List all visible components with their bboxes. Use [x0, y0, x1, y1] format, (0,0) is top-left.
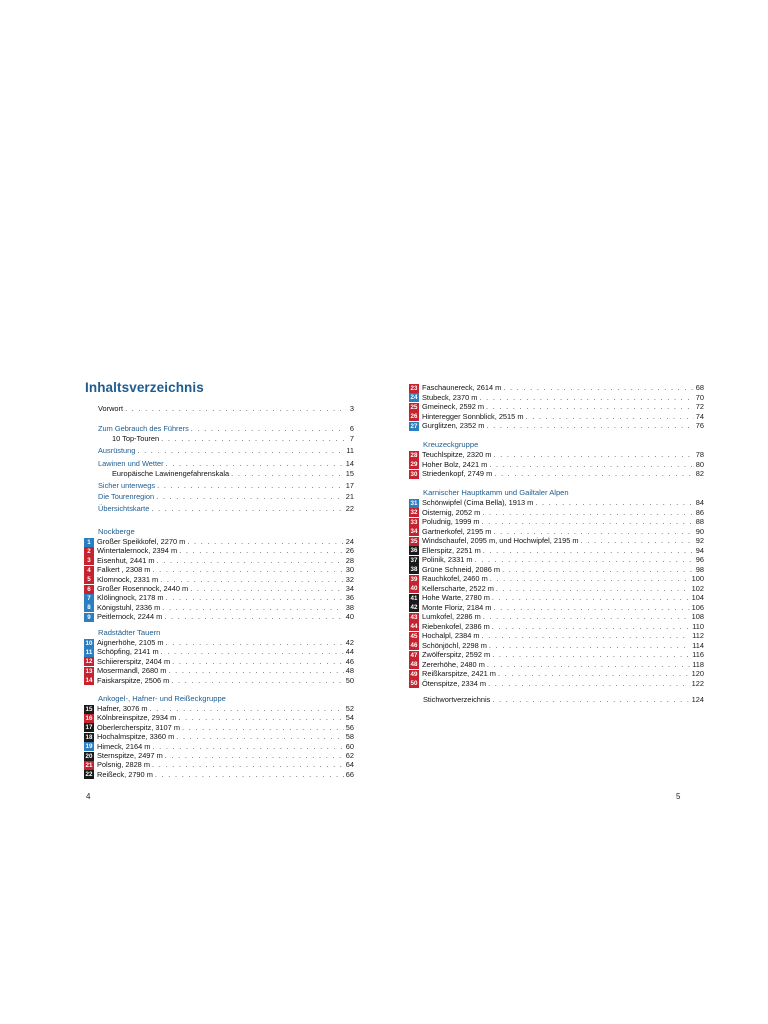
- tour-entry: [409, 650, 704, 660]
- tour-number-badge: 46: [410, 642, 418, 649]
- entry-page-number: 100: [691, 574, 704, 583]
- tour-number-badge: 31: [410, 499, 418, 507]
- tour-entry: [409, 498, 704, 508]
- page-number-left: 4: [86, 792, 91, 801]
- tour-entry: [409, 412, 704, 422]
- dot-leader: [492, 650, 690, 660]
- tour-number-badge: 43: [410, 613, 418, 621]
- dot-leader: [125, 404, 344, 414]
- toc-entry: [98, 459, 354, 469]
- entry-page-number: 116: [692, 650, 704, 659]
- tour-number-badge: 39: [410, 575, 418, 583]
- tour-entry: [409, 622, 704, 632]
- tour-entry: [409, 612, 704, 622]
- entry-label: Gmeineck, 2592 m: [422, 402, 485, 411]
- tour-number-badge: 10: [85, 639, 93, 647]
- dot-leader: [492, 622, 690, 632]
- entry-label: Peitlernock, 2244 m: [97, 612, 163, 622]
- entry-page-number: 3: [349, 404, 354, 413]
- tour-number-badge: 13: [85, 667, 93, 675]
- entry-page-number: 32: [345, 574, 354, 584]
- tour-number-badge: 23: [410, 384, 418, 392]
- toc-entry: [423, 695, 704, 705]
- tour-number-badge: 42: [410, 604, 418, 611]
- tour-number-badge: 50: [410, 680, 418, 687]
- entry-label: Übersichtskarte: [98, 504, 150, 513]
- tour-entry: [409, 517, 704, 527]
- entry-label: Monte Floriz, 2184 m: [422, 602, 492, 612]
- entry-label: Faschaunereck, 2614 m: [422, 383, 502, 392]
- entry-label: Striedenkopf, 2749 m: [422, 469, 493, 478]
- tour-number-badge: 34: [410, 528, 418, 535]
- dot-leader: [488, 679, 690, 689]
- entry-page-number: 7: [349, 434, 354, 443]
- tour-number-badge: 41: [410, 594, 418, 602]
- tour-entry: [409, 508, 704, 518]
- dot-leader: [489, 460, 693, 470]
- tour-number-badge: 15: [85, 705, 93, 713]
- entry-page-number: 28: [345, 555, 354, 565]
- entry-page-number: 14: [345, 459, 354, 468]
- dot-leader: [581, 536, 694, 546]
- entry-page-number: 70: [695, 392, 704, 402]
- entry-label: Hoher Bolz, 2421 m: [422, 459, 488, 469]
- tour-number-badge: 3: [84, 556, 94, 565]
- entry-page-number: 122: [691, 678, 704, 688]
- dot-leader: [166, 459, 344, 469]
- entry-label: 10 Top-Touren: [112, 434, 160, 443]
- dot-leader: [191, 424, 344, 434]
- tour-number-badge: 38: [410, 566, 418, 573]
- dot-leader: [482, 508, 693, 518]
- entry-label: Ausrüstung: [98, 446, 136, 455]
- entry-page-number: 38: [345, 602, 354, 612]
- entry-label: Schöpfing, 2141 m: [97, 647, 159, 657]
- entry-page-number: 124: [691, 695, 704, 704]
- tour-entry: [84, 612, 354, 622]
- entry-label: Klölingnock, 2178 m: [97, 593, 164, 603]
- tour-number-badge: 49: [410, 670, 418, 678]
- entry-label: Oberlercherspitz, 3107 m: [97, 722, 180, 732]
- entry-page-number: 72: [695, 402, 704, 411]
- dot-leader: [482, 631, 691, 641]
- entry-label: Sicher unterwegs: [98, 481, 156, 490]
- entry-label: Ötenspitze, 2334 m: [422, 678, 487, 688]
- tour-entry: [84, 676, 354, 686]
- tour-number-badge: 24: [410, 394, 418, 401]
- entry-page-number: 118: [692, 659, 704, 669]
- entry-page-number: 88: [695, 517, 704, 526]
- entry-label: Europäische Lawinengefahrenskala: [112, 469, 230, 478]
- tour-number-badge: 14: [85, 677, 93, 685]
- entry-label: Schönjöchl, 2298 m: [422, 640, 487, 650]
- tour-number-badge: 5: [84, 575, 94, 584]
- entry-label: Schiiererspitz, 2404 m: [97, 656, 171, 666]
- entry-page-number: 78: [695, 450, 704, 459]
- dot-leader: [482, 517, 694, 527]
- tour-number-badge: 2: [84, 547, 94, 556]
- tour-entry: [409, 593, 704, 603]
- entry-label: Kellerscharte, 2522 m: [422, 583, 494, 593]
- section-heading: Nockberge: [98, 527, 135, 536]
- entry-label: Wintertalernock, 2394 m: [97, 546, 178, 556]
- tour-number-badge: 8: [84, 603, 94, 612]
- dot-leader: [490, 574, 690, 584]
- entry-label: Poludnig, 1999 m: [422, 517, 480, 526]
- entry-label: Hochalpl, 2384 m: [422, 631, 480, 640]
- tour-entry: [409, 603, 704, 613]
- entry-page-number: 6: [349, 424, 354, 433]
- entry-label: Hinteregger Sonnblick, 2515 m: [422, 411, 524, 421]
- tour-number-badge: 48: [410, 661, 418, 668]
- entry-page-number: 110: [692, 621, 704, 631]
- dot-leader: [498, 669, 690, 679]
- tour-number-badge: 12: [85, 658, 93, 666]
- entry-page-number: 62: [345, 751, 354, 760]
- entry-page-number: 11: [346, 446, 354, 455]
- entry-page-number: 60: [345, 741, 354, 751]
- entry-label: Reißkarspitze, 2421 m: [422, 669, 496, 678]
- dot-leader: [137, 446, 344, 456]
- entry-label: Teuchlspitze, 2320 m: [422, 450, 492, 459]
- dot-leader: [483, 612, 690, 622]
- tour-entry: [409, 536, 704, 546]
- tour-number-badge: 20: [85, 752, 93, 760]
- tour-number-badge: 45: [410, 632, 418, 640]
- tour-entry: [409, 631, 704, 641]
- tour-number-badge: 47: [410, 651, 418, 659]
- tour-number-badge: 18: [85, 733, 93, 741]
- dot-leader: [231, 469, 344, 479]
- dot-leader: [161, 434, 344, 444]
- dot-leader: [156, 492, 344, 502]
- tour-number-badge: 7: [84, 594, 94, 603]
- tour-number-badge: 37: [410, 556, 418, 564]
- dot-leader: [489, 641, 690, 651]
- dot-leader: [492, 695, 689, 705]
- toc-entry: [98, 481, 354, 491]
- entry-page-number: 82: [695, 469, 704, 478]
- tour-entry: [409, 641, 704, 651]
- entry-label: Die Tourenregion: [98, 492, 155, 501]
- entry-label: Stubeck, 2370 m: [422, 392, 478, 402]
- entry-page-number: 90: [695, 526, 704, 536]
- dot-leader: [487, 660, 690, 670]
- tour-entry: [409, 393, 704, 403]
- tour-number-badge: 36: [410, 547, 418, 554]
- tour-entry: [409, 660, 704, 670]
- tour-entry: [409, 460, 704, 470]
- tour-number-badge: 32: [410, 509, 418, 516]
- entry-page-number: 108: [691, 612, 704, 621]
- toc-entry: [98, 492, 354, 502]
- entry-page-number: 44: [345, 647, 354, 657]
- entry-page-number: 94: [695, 545, 704, 555]
- entry-page-number: 98: [695, 564, 704, 574]
- tour-entry: [409, 421, 704, 431]
- tour-number-badge: 4: [84, 566, 94, 575]
- entry-page-number: 102: [691, 583, 704, 593]
- entry-page-number: 30: [345, 565, 354, 575]
- tour-entry: [409, 527, 704, 537]
- entry-label: Großer Speikkofel, 2270 m: [97, 537, 186, 546]
- tour-number-badge: 28: [410, 451, 418, 459]
- tour-number-badge: 25: [410, 403, 418, 411]
- entry-page-number: 26: [345, 546, 354, 556]
- tour-number-badge: 17: [85, 724, 93, 732]
- dot-leader: [525, 412, 693, 422]
- dot-leader: [164, 612, 343, 622]
- entry-page-number: 66: [345, 769, 354, 779]
- entry-label: Zum Gebrauch des Führers: [98, 424, 189, 433]
- tour-entry: [409, 383, 704, 393]
- entry-page-number: 21: [345, 492, 354, 501]
- dot-leader: [479, 393, 693, 403]
- tour-number-badge: 6: [84, 585, 94, 594]
- entry-page-number: 46: [345, 656, 354, 666]
- tour-number-badge: 26: [410, 413, 418, 420]
- dot-leader: [493, 450, 693, 460]
- tour-entry: [409, 679, 704, 689]
- entry-label: Kölnbreinspitze, 2934 m: [97, 713, 177, 723]
- tour-entry: [409, 669, 704, 679]
- entry-page-number: 104: [691, 593, 704, 602]
- dot-leader: [503, 383, 693, 393]
- tour-entry: [84, 770, 354, 780]
- dot-leader: [494, 469, 694, 479]
- dot-leader: [151, 504, 343, 514]
- entry-label: Hafner, 3076 m: [97, 704, 148, 713]
- entry-page-number: 86: [695, 507, 704, 517]
- entry-page-number: 84: [695, 498, 704, 507]
- tour-entry: [409, 555, 704, 565]
- dot-leader: [475, 555, 694, 565]
- tour-number-badge: 1: [84, 538, 94, 547]
- entry-page-number: 15: [345, 469, 354, 478]
- entry-label: Riebenkofel, 2386 m: [422, 621, 490, 631]
- tour-number-badge: 35: [410, 537, 418, 545]
- entry-page-number: 114: [692, 640, 704, 650]
- tour-number-badge: 22: [85, 771, 93, 779]
- entry-page-number: 52: [345, 704, 354, 713]
- page-title: Inhaltsverzeichnis: [85, 380, 204, 395]
- entry-page-number: 40: [345, 612, 354, 622]
- tour-number-badge: 11: [85, 648, 93, 656]
- entry-page-number: 24: [345, 537, 354, 546]
- tour-entry: [409, 402, 704, 412]
- entry-page-number: 17: [345, 481, 354, 490]
- tour-number-badge: 40: [410, 585, 418, 592]
- entry-label: Faiskarspitze, 2506 m: [97, 675, 170, 685]
- entry-label: Stichwortverzeichnis: [423, 695, 491, 704]
- tour-number-badge: 19: [85, 743, 93, 751]
- tour-number-badge: 16: [85, 714, 93, 722]
- entry-page-number: 96: [695, 555, 704, 564]
- entry-page-number: 76: [695, 421, 704, 430]
- dot-leader: [486, 402, 694, 412]
- tour-number-badge: 44: [410, 623, 418, 630]
- entry-label: Grüne Schneid, 2086 m: [422, 564, 501, 574]
- entry-page-number: 112: [692, 631, 704, 640]
- entry-page-number: 48: [345, 666, 354, 676]
- dot-leader: [155, 770, 344, 780]
- entry-label: Rauchkofel, 2460 m: [422, 574, 488, 583]
- entry-label: Windschaufel, 2095 m, und Hochwipfel, 2195 m: [422, 536, 579, 545]
- entry-page-number: 34: [345, 584, 354, 593]
- entry-label: Hohe Warte, 2780 m: [422, 593, 490, 602]
- entry-label: Ellerspitz, 2251 m: [422, 545, 481, 555]
- entry-label: Klomnock, 2331 m: [97, 574, 159, 584]
- tour-entry: [409, 469, 704, 479]
- entry-page-number: 58: [345, 732, 354, 742]
- section-heading: Radstädter Tauern: [98, 628, 161, 637]
- entry-label: Oisternig, 2052 m: [422, 507, 481, 517]
- entry-page-number: 68: [695, 383, 704, 392]
- tour-number-badge: 29: [410, 461, 418, 468]
- entry-label: Polsnig, 2828 m: [97, 760, 150, 770]
- dot-leader: [496, 584, 690, 594]
- tour-entry: [409, 546, 704, 556]
- dot-leader: [171, 676, 343, 686]
- dot-leader: [502, 565, 694, 575]
- entry-label: Großer Rosennock, 2440 m: [97, 584, 189, 593]
- entry-label: Reißeck, 2790 m: [97, 769, 153, 779]
- dot-leader: [486, 421, 693, 431]
- toc-entry: [98, 424, 354, 434]
- entry-label: Polinik, 2331 m: [422, 555, 473, 564]
- entry-page-number: 92: [695, 536, 704, 545]
- toc-entry: [112, 434, 354, 444]
- entry-label: Zwölferspitz, 2592 m: [422, 650, 491, 659]
- entry-label: Sternspitze, 2497 m: [97, 751, 163, 760]
- section-heading: Karnischer Hauptkamm und Gailtaler Alpen: [423, 488, 569, 497]
- entry-page-number: 42: [345, 638, 354, 647]
- entry-page-number: 80: [695, 459, 704, 469]
- entry-label: Gurglitzen, 2352 m: [422, 421, 485, 430]
- dot-leader: [157, 481, 344, 491]
- tour-entry: [409, 584, 704, 594]
- entry-page-number: 22: [345, 504, 354, 513]
- entry-label: Hochalmspitze, 3360 m: [97, 732, 175, 742]
- entry-label: Königstuhl, 2336 m: [97, 602, 161, 612]
- tour-number-badge: 27: [410, 422, 418, 430]
- dot-leader: [535, 498, 693, 508]
- entry-label: Gartnerkofel, 2195 m: [422, 526, 492, 536]
- tour-number-badge: 30: [410, 470, 418, 478]
- tour-number-badge: 9: [84, 613, 94, 622]
- entry-label: Lumkofel, 2286 m: [422, 612, 481, 621]
- entry-label: Aignerhöhe, 2105 m: [97, 638, 164, 647]
- tour-number-badge: 21: [85, 761, 93, 769]
- entry-page-number: 106: [691, 602, 704, 612]
- entry-label: Eisenhut, 2441 m: [97, 555, 155, 565]
- entry-label: Himeck, 2164 m: [97, 741, 151, 751]
- entry-page-number: 36: [345, 593, 354, 603]
- dot-leader: [492, 593, 690, 603]
- toc-entry: [112, 469, 354, 479]
- entry-label: Falkert , 2308 m: [97, 565, 151, 575]
- entry-label: Lawinen und Wetter: [98, 459, 164, 468]
- entry-page-number: 56: [345, 722, 354, 732]
- section-heading: Kreuzeckgruppe: [423, 440, 479, 449]
- page-number-right: 5: [676, 792, 681, 801]
- tour-number-badge: 33: [410, 518, 418, 526]
- dot-leader: [493, 603, 689, 613]
- toc-entry: [98, 446, 354, 456]
- dot-leader: [483, 546, 694, 556]
- section-heading: Ankogel-, Hafner- und Reißeckgruppe: [98, 694, 226, 703]
- toc-entry: [98, 404, 354, 414]
- entry-page-number: 54: [345, 713, 354, 723]
- entry-label: Vorwort: [98, 404, 124, 413]
- entry-page-number: 120: [691, 669, 704, 678]
- entry-page-number: 74: [695, 411, 704, 421]
- entry-label: Zererhöhe, 2480 m: [422, 659, 485, 669]
- toc-entry: [98, 504, 354, 514]
- entry-page-number: 64: [345, 760, 354, 770]
- tour-entry: [409, 574, 704, 584]
- entry-page-number: 50: [345, 675, 354, 685]
- entry-label: Schönwipfel (Cima Bella), 1913 m: [422, 498, 534, 507]
- dot-leader: [493, 527, 693, 537]
- entry-label: Mosermandl, 2680 m: [97, 666, 167, 676]
- tour-entry: [409, 565, 704, 575]
- tour-entry: [409, 450, 704, 460]
